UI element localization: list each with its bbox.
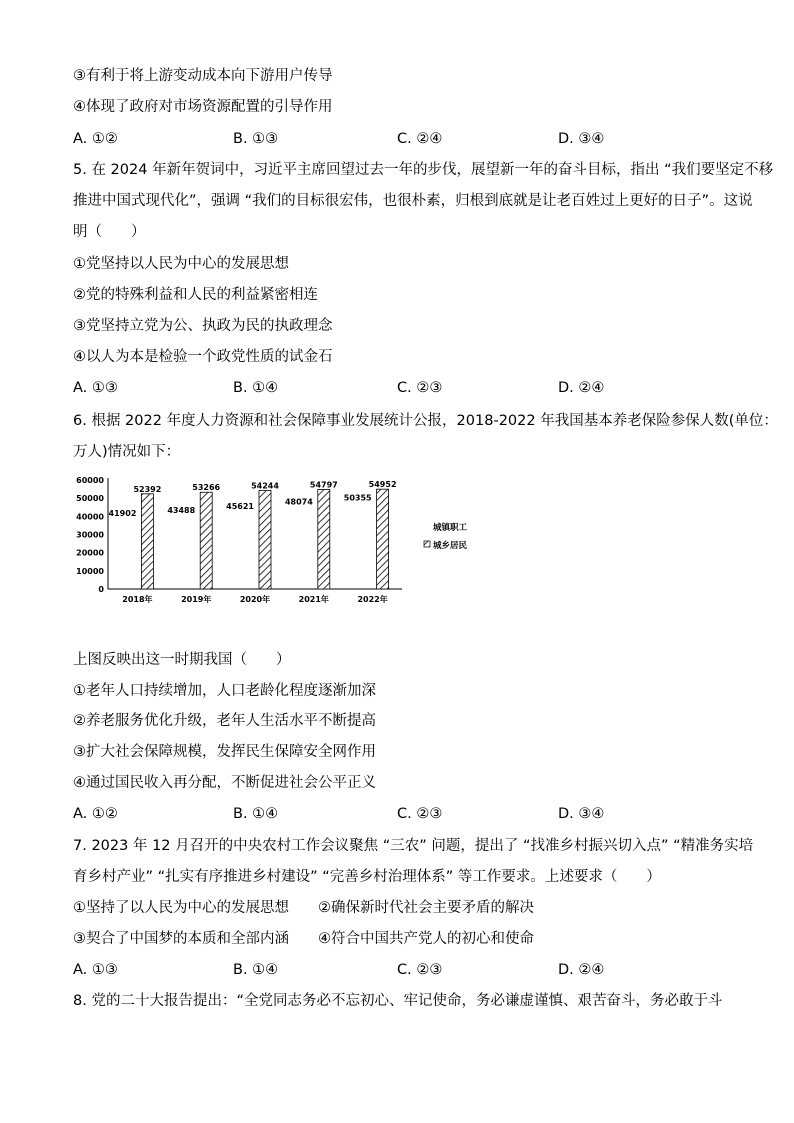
legend-swatch-urban-rural-residents [424, 541, 430, 547]
data-label-urban-rural-residents: 54952 [368, 480, 397, 490]
data-label-urban-rural-residents: 54797 [309, 480, 338, 490]
y-tick-label: 60000 [76, 476, 104, 485]
bar-urban-workers [239, 506, 252, 589]
x-tick-label: 2022年 [357, 595, 388, 604]
q6-option-b[interactable]: B. ①④ [233, 806, 279, 822]
bar-urban-workers [357, 498, 370, 589]
legend-label-urban-rural-residents: 城乡居民 [433, 541, 468, 551]
y-tick-label: 40000 [76, 512, 104, 522]
q7-option-d[interactable]: D. ②④ [558, 962, 605, 978]
q5-option-b[interactable]: B. ①④ [233, 380, 279, 396]
q7-option-c[interactable]: C. ②③ [397, 962, 443, 978]
x-tick-label: 2021年 [298, 595, 329, 604]
legend-label-urban-workers: 城镇职工 [433, 523, 468, 533]
y-tick-label: 10000 [76, 566, 104, 576]
q6-statement-2: ②养老服务优化升级，老年人生活水平不断提高 [73, 713, 376, 729]
y-tick-label: 0 [98, 585, 104, 594]
data-label-urban-rural-residents: 54244 [251, 481, 279, 491]
bar-urban-workers [121, 513, 134, 589]
x-tick-label: 2018年 [122, 595, 153, 604]
q5-option-d[interactable]: D. ②④ [558, 380, 605, 396]
bar-urban-workers [298, 502, 311, 589]
option-text-4: ④体现了政府对市场资源配置的引导作用 [73, 99, 333, 115]
q4-option-a[interactable]: A. ①② [73, 131, 118, 147]
q6-stem-line-2: 万人)情况如下： [73, 444, 181, 460]
q4-option-b[interactable]: B. ①③ [233, 131, 279, 147]
q7-option-a[interactable]: A. ①③ [73, 962, 118, 978]
q5-option-a[interactable]: A. ①③ [73, 380, 118, 396]
q7-statements-3-4: ③契合了中国梦的本质和全部内涵 ④符合中国共产党人的初心和使命 [73, 931, 534, 947]
q5-stem-line-3: 明（ ） [73, 224, 146, 240]
q7-stem-line-2: 育乡村产业” “扎实有序推进乡村建设” “完善乡村治理体系” 等工作要求。上述要求（ ） [73, 869, 661, 885]
q6-question: 上图反映出这一时期我国（ ） [73, 652, 291, 668]
y-tick-label: 30000 [76, 530, 104, 540]
data-label-urban-workers: 50355 [343, 493, 372, 503]
q6-option-c[interactable]: C. ②③ [397, 806, 443, 822]
q5-statement-3: ③党坚持立党为公、执政为民的执政理念 [73, 318, 333, 334]
data-label-urban-rural-residents: 53266 [192, 483, 221, 493]
bar-urban-workers [180, 510, 193, 589]
y-tick-label: 20000 [76, 548, 104, 558]
q4-option-c[interactable]: C. ②④ [397, 131, 443, 147]
bar-urban-rural-residents [259, 490, 271, 589]
data-label-urban-workers: 41902 [108, 508, 137, 518]
q6-statement-4: ④通过国民收入再分配，不断促进社会公平正义 [73, 775, 376, 791]
y-tick-label: 50000 [76, 494, 104, 504]
q5-stem-line-1: 5. 在 2024 年新年贺词中，习近平主席回望过去一年的步伐，展望新一年的奋斗目标，指出 “我们要坚定不移 [73, 162, 774, 178]
data-label-urban-workers: 45621 [226, 502, 254, 512]
x-tick-label: 2020年 [239, 595, 271, 604]
bar-urban-rural-residents [141, 494, 153, 589]
bar-urban-rural-residents [377, 489, 389, 589]
q5-statement-4: ④以人为本是检验一个政党性质的试金石 [73, 349, 333, 365]
bar-urban-rural-residents [318, 489, 330, 589]
q6-statement-3: ③扩大社会保障规模，发挥民生保障安全网作用 [73, 744, 376, 760]
q7-option-b[interactable]: B. ①④ [233, 962, 279, 978]
q7-statements-1-2: ①坚持了以人民为中心的发展思想 ②确保新时代社会主要矛盾的解决 [73, 900, 534, 916]
q4-option-d[interactable]: D. ③④ [558, 131, 605, 147]
q6-option-d[interactable]: D. ③④ [558, 806, 605, 822]
data-label-urban-rural-residents: 52392 [133, 484, 162, 494]
pension-bar-chart [60, 470, 520, 615]
q5-statement-2: ②党的特殊利益和人民的利益紧密相连 [73, 287, 318, 303]
x-tick-label: 2019年 [181, 595, 212, 604]
q5-stem-line-2: 推进中国式现代化”，强调 “我们的目标很宏伟，也很朴素，归根到底就是让老百姓过上更好的日子”。这说 [73, 193, 753, 209]
option-text-3: ③有利于将上游变动成本向下游用户传导 [73, 68, 333, 84]
q6-option-a[interactable]: A. ①② [73, 806, 118, 822]
q5-option-c[interactable]: C. ②③ [397, 380, 443, 396]
q6-statement-1: ①老年人口持续增加，人口老龄化程度逐渐加深 [73, 683, 376, 699]
q7-stem-line-1: 7. 2023 年 12 月召开的中央农村工作会议聚焦 “三农” 问题，提出了 “找准乡村振兴切入点” “精准务实培 [73, 838, 754, 854]
data-label-urban-workers: 43488 [167, 505, 196, 515]
bar-urban-rural-residents [200, 492, 212, 589]
q8-stem-line-1: 8. 党的二十大报告提出：“全党同志务必不忘初心、牢记使命，务必谦虚谨慎、艰苦奋斗，务必敢于斗 [73, 993, 723, 1009]
q6-stem-line-1: 6. 根据 2022 年度人力资源和社会保障事业发展统计公报，2018-2022 年我国基本养老保险参保人数(单位： [73, 413, 778, 429]
data-label-urban-workers: 48074 [284, 497, 313, 507]
q5-statement-1: ①党坚持以人民为中心的发展思想 [73, 256, 289, 272]
